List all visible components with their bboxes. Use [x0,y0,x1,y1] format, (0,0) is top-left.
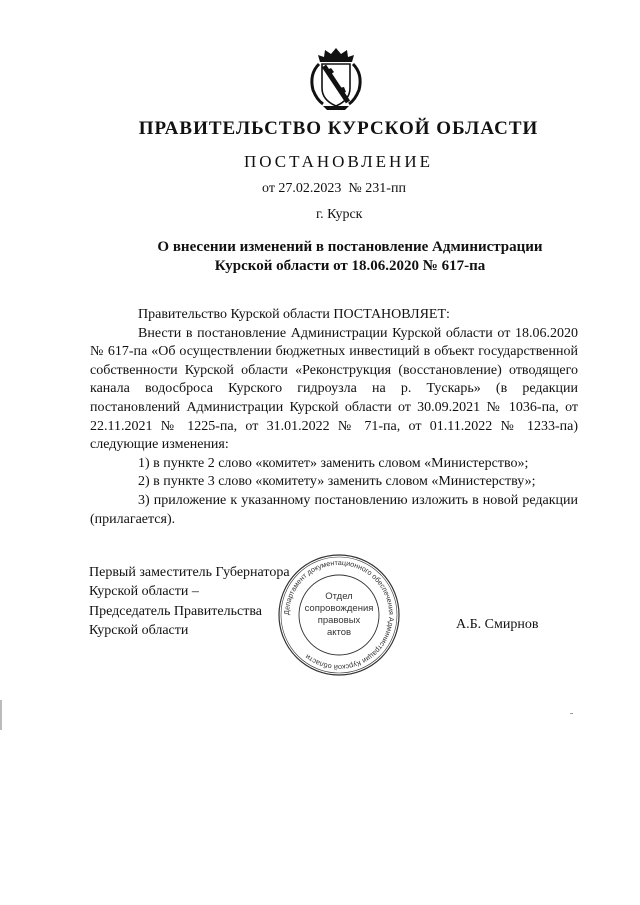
signatory-title [89,563,290,640]
body-item: 3) приложение к указанному постановлению изложить в новой редакции (прилагается). [90,492,578,527]
body-paragraph: Внести в постановление Администрации Курской области от 18.06.2020 № 617-па «Об осуществлении бюджетных инвестиций в объект государственной собственности Курской области «Реконструкция (восстановление) отводящего канала водосброса Курского гидроузла на р. Тускарь» (в редакции постановлений Администрации Курской области от 30.09.2021 № 1036-па, от 22.11.2021 № 1225-па, от 31.01.2022 № 71-па, от 01.11.2022 № 1233-па) следующие изменения: [90,325,578,453]
stamp-line: сопровождения [304,603,374,614]
stamp-line: правовых [317,615,361,626]
signatory-name: А.Б. Смирнов [456,617,539,632]
body-item: 1) в пункте 2 слово «комитет» заменить словом «Министерство»; [138,455,529,471]
stamp-line: Отдел [325,591,353,602]
signatory-line: Курской области – [89,584,199,600]
subject-line: Курской области от 18.06.2020 № 617-па [214,258,486,274]
document-type: ПОСТАНОВЛЕНИЕ [243,152,433,171]
subject-line: О внесении изменений в постановление Администрации [157,239,543,255]
scan-speck [570,713,573,714]
stamp-ring-text: Департамент документационного обеспечения Администрации Курской области [281,557,397,673]
body-item: 2) в пункте 3 слово «комитету» заменить словом «Министерству»; [138,474,536,490]
signatory-line: Первый заместитель Губернатора [89,565,290,580]
scan-margin-mark [0,700,2,730]
body-intro: Правительство Курской области ПОСТАНОВЛЯЕТ: [138,307,450,322]
document-date-number: от 27.02.2023 № 231-пп [262,181,406,196]
official-stamp [277,553,401,677]
document-subject [150,238,550,276]
coat-of-arms-icon [301,44,371,114]
government-title: ПРАВИТЕЛЬСТВО КУРСКОЙ ОБЛАСТИ [138,118,539,139]
signatory-line: Председатель Правительства [89,603,262,619]
document-city: г. Курск [316,207,363,222]
stamp-center-text [277,553,401,677]
document-body [90,306,578,529]
stamp-line: актов [326,627,352,638]
signatory-line: Курской области [89,622,189,638]
